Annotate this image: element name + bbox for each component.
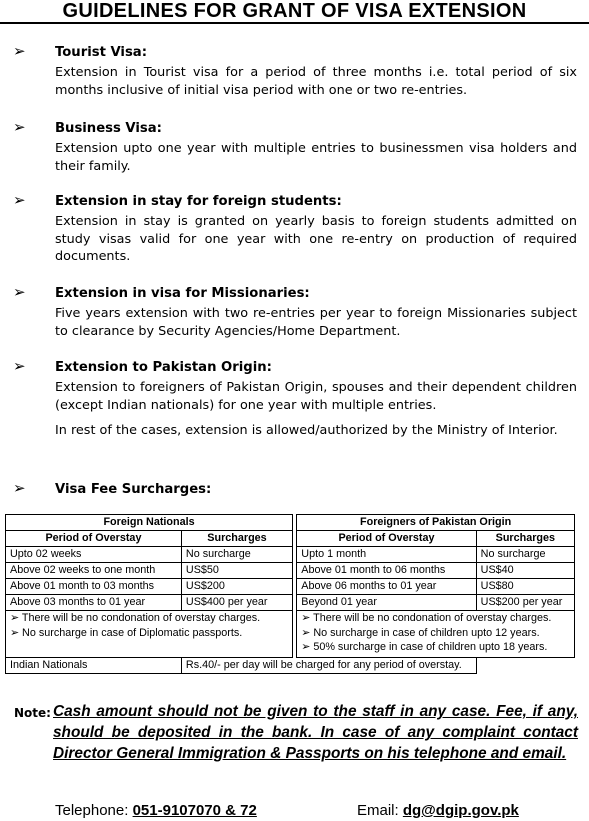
section-body: [55, 213, 577, 274]
column-header-surcharge: Surcharges: [476, 531, 574, 547]
table-row: [6, 579, 575, 595]
section-heading: Extension in stay for foreign students:: [55, 194, 342, 209]
table-cell: Above 02 weeks to one month: [6, 563, 182, 579]
table-cell: Rs.40/- per day will be charged for any period of overstay.: [181, 658, 476, 674]
table-cell: Beyond 01 year: [297, 595, 476, 611]
table-cell: Above 01 month to 06 months: [297, 563, 476, 579]
table-row: [6, 595, 575, 611]
table-cell: Above 03 months to 01 year: [6, 595, 182, 611]
section-body: [55, 64, 577, 107]
table-cell: Upto 02 weeks: [6, 547, 182, 563]
page-title: GUIDELINES FOR GRANT OF VISA EXTENSION: [0, 0, 589, 24]
table-cell: US$400 per year: [181, 595, 292, 611]
section-heading: Extension to Pakistan Origin:: [55, 360, 272, 375]
section-body: [55, 140, 577, 183]
column-header-period: Period of Overstay: [6, 531, 182, 547]
table-cell: Upto 1 month: [297, 547, 476, 563]
telephone-contact: [55, 802, 257, 819]
column-header-period: Period of Overstay: [297, 531, 476, 547]
table-row: [6, 547, 575, 563]
telephone-number[interactable]: 051-9107070 & 72: [132, 802, 257, 819]
group-header-pakistan-origin: Foreigners of Pakistan Origin: [297, 515, 575, 531]
table-row: [6, 563, 575, 579]
table-group-header-row: [6, 515, 575, 531]
email-link[interactable]: dg@dgip.gov.pk: [402, 802, 519, 819]
email-label: Email:: [357, 802, 399, 819]
table-cell: No surcharge: [181, 547, 292, 563]
table-cell: No surcharge: [476, 547, 574, 563]
notes-cell-pakistan-origin: [297, 611, 575, 658]
table-note: ➢ There will be no condonation of overstay charges.: [301, 612, 552, 624]
table-cell: Above 06 months to 01 year: [297, 579, 476, 595]
table-cell: US$200: [181, 579, 292, 595]
section-paragraph: Extension upto one year with multiple entries to businessmen visa holders and their family.: [55, 141, 577, 174]
table-column-header-row: [6, 531, 575, 547]
table-notes-row: [6, 611, 575, 658]
section-paragraph: In rest of the cases, extension is allowed/authorized by the Ministry of Interior.: [55, 423, 558, 438]
arrow-bullet-icon: ➢: [13, 191, 26, 209]
table-cell: US$50: [181, 563, 292, 579]
section-paragraph: Extension in Tourist visa for a period of three months i.e. total period of six months inclusive of initial visa period with one or two re-entries.: [55, 65, 577, 98]
table-cell: US$40: [476, 563, 574, 579]
table-note: ➢ 50% surcharge in case of children upto 18 years.: [301, 641, 548, 653]
section-body: [55, 379, 577, 448]
arrow-bullet-icon: ➢: [13, 479, 26, 497]
note-label: Note:: [14, 706, 51, 720]
arrow-bullet-icon: ➢: [13, 118, 26, 136]
section-paragraph: Five years extension with two re-entries per year to foreign Missionaries subject to clearance by Security Agencies/Home Department.: [55, 306, 577, 339]
email-contact: [357, 802, 519, 819]
section-heading: Tourist Visa:: [55, 45, 147, 60]
table-cell: US$200 per year: [476, 595, 574, 611]
section-heading: Extension in visa for Missionaries:: [55, 286, 310, 301]
table-cell: Indian Nationals: [6, 658, 182, 674]
group-header-foreign-nationals: Foreign Nationals: [6, 515, 293, 531]
section-heading: Business Visa:: [55, 121, 162, 136]
arrow-bullet-icon: ➢: [13, 283, 26, 301]
section-paragraph: Extension in stay is granted on yearly basis to foreign students admitted on study visas valid for one year with one re-entry on production of required documents.: [55, 214, 577, 264]
arrow-bullet-icon: ➢: [13, 357, 26, 375]
telephone-label: Telephone:: [55, 802, 129, 819]
table-row-indian-nationals: [6, 658, 575, 674]
table-note: ➢ No surcharge in case of Diplomatic passports.: [10, 626, 243, 639]
notes-cell-foreign-nationals: [6, 611, 293, 658]
table-cell: US$80: [476, 579, 574, 595]
section-paragraph: Extension to foreigners of Pakistan Origin, spouses and their dependent children (except Indian nationals) for one year with multiple entries.: [55, 380, 577, 413]
table-note: ➢ No surcharge in case of children upto 12 years.: [301, 626, 540, 639]
table-cell: Above 01 month to 03 months: [6, 579, 182, 595]
fee-surcharge-table: [5, 514, 575, 674]
column-header-surcharge: Surcharges: [181, 531, 292, 547]
arrow-bullet-icon: ➢: [13, 42, 26, 60]
note-text: Cash amount should not be given to the staff in any case. Fee, if any, should be deposited in the bank. In case of any complaint contact Director General Immigration & Passports on his telephone and email.: [53, 703, 578, 762]
section-body: [55, 305, 577, 348]
table-note: ➢ There will be no condonation of overstay charges.: [10, 612, 261, 624]
section-heading: Visa Fee Surcharges:: [55, 482, 212, 497]
